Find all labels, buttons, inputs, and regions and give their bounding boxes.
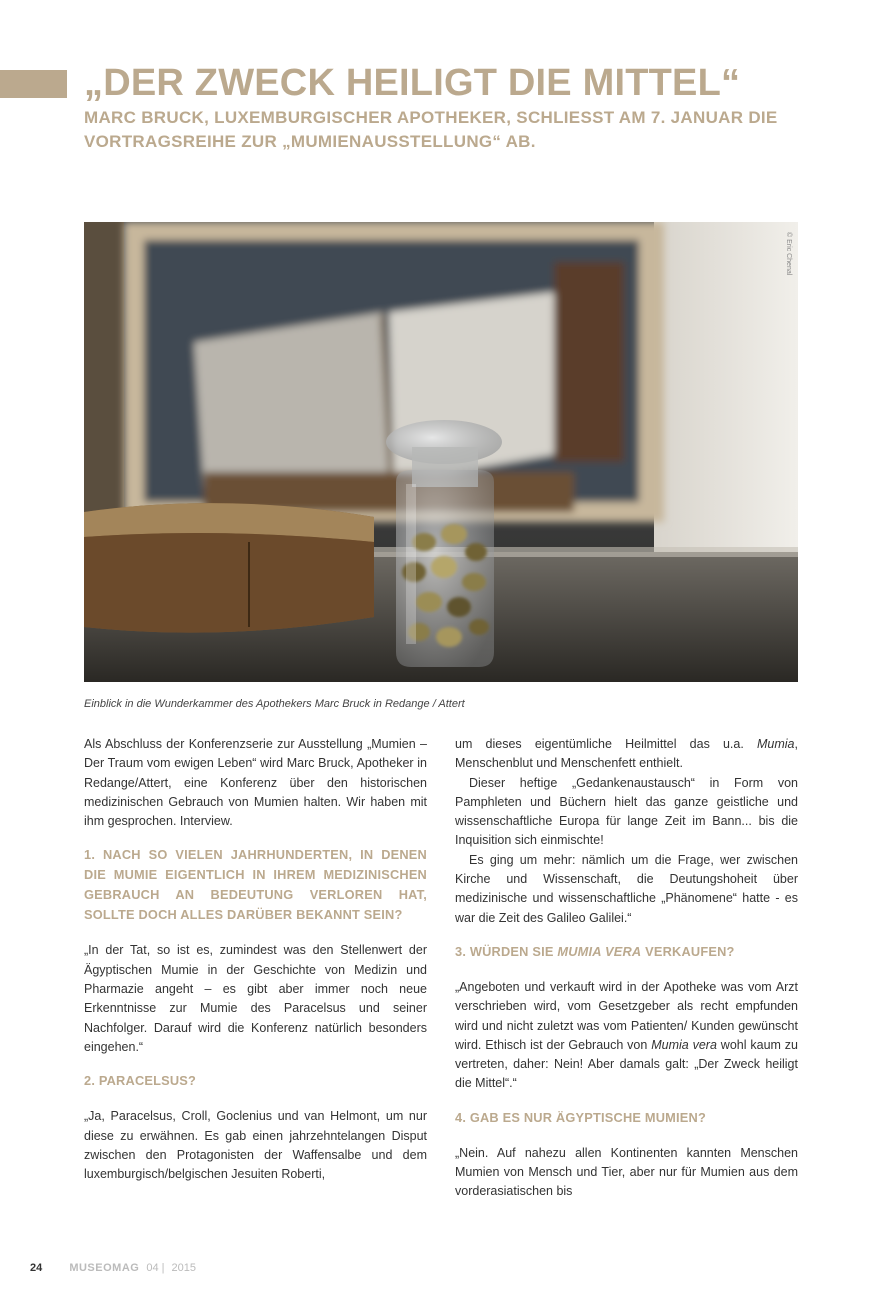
photo-illustration bbox=[84, 222, 798, 682]
answer-3 bbox=[455, 978, 798, 1094]
answer-2-paragraph-3: Es ging um mehr: nämlich um die Frage, wer zwischen Kirche und Wissenschaft, die Deutungshoheit über medizinische und wissenschaftliche „Phänomene“ hatte - es war die Zeit des Galileo Galilei.“ bbox=[455, 852, 798, 925]
magazine-name: MUSEOMAG bbox=[69, 1262, 140, 1274]
page-number: 24 bbox=[30, 1262, 43, 1274]
article-photo bbox=[84, 222, 798, 682]
question-3 bbox=[455, 942, 798, 962]
emphasis: MUMIA VERA bbox=[557, 943, 642, 959]
text-run: wohl kaum zu vertreten, daher: Nein! Aber damals galt: „Der Zweck heiligt die Mittel“.“ bbox=[455, 1037, 799, 1091]
glass-jar bbox=[386, 420, 502, 667]
photo-caption: Einblick in die Wunderkammer des Apothekers Marc Bruck in Redange / Attert bbox=[84, 698, 465, 710]
answer-2-paragraph-2: Dieser heftige „Gedankenaustausch“ in Form von Pamphleten und Büchern hielt das ganze geistliche und wissenschaftliche Europa für lange Zeit im Bann... bis die Inquisition sich einmischte! bbox=[455, 775, 798, 848]
answer-2: „Ja, Paracelsus, Croll, Goclenius und van Helmont, um nur diese zu erwähnen. Es gab einen jahrzehntelangen Disput zwischen den Protagonisten der Waffensalbe und dem luxemburgisch/belgischen Jesuiten Roberti, bbox=[84, 1109, 427, 1182]
question-2: 2. PARACELSUS? bbox=[84, 1073, 197, 1089]
issue-number: 04 bbox=[146, 1262, 159, 1274]
emphasis: Mumia vera bbox=[651, 1037, 717, 1052]
page-footer bbox=[30, 1262, 196, 1274]
text-run: VERKAUFEN? bbox=[641, 943, 735, 959]
answer-1: „In der Tat, so ist es, zumindest was den Stellenwert der Ägyptischen Mumie in der Geschichte von Medizin und Pharmazie angeht – es gibt aber immer noch neue Erkenntnisse zur Mumie des Paracelsus und seiner Nachfolger. Darauf wird die Konferenz natürlich besonders eingehen.“ bbox=[84, 943, 427, 1054]
photo-credit: © Eric Chenal bbox=[785, 232, 792, 276]
article-subtitle: MARC BRUCK, LUXEMBURGISCHER APOTHEKER, SCHLIESST AM 7. JANUAR DIE VORTRAGSREIHE ZUR „MUMIENAUSSTELLUNG“ AB. bbox=[84, 108, 778, 151]
text-run: um dieses eigentümliche Heilmittel das u.a. bbox=[455, 737, 757, 751]
answer-4: „Nein. Auf nahezu allen Kontinenten kannten Menschen Mumien von Mensch und Tier, aber nur für Mumien aus dem vorderasiatischen bis bbox=[455, 1145, 798, 1199]
wooden-box bbox=[84, 503, 374, 633]
accent-bar bbox=[0, 70, 67, 98]
issue-year: 2015 bbox=[171, 1262, 196, 1274]
left-column bbox=[84, 735, 427, 1184]
text-run: 3. WÜRDEN SIE bbox=[455, 943, 558, 959]
intro-paragraph: Als Abschluss der Konferenzserie zur Ausstellung „Mumien – Der Traum vom ewigen Leben“ wird Marc Bruck, Apotheker in Redange/Attert, eine Konferenz über den historischen medizinischen Gebrauch von Mumien halten. Wir haben mit ihm gesprochen. Interview. bbox=[84, 737, 427, 829]
article-title: „DER ZWECK HEILIGT DIE MITTEL“ bbox=[84, 62, 741, 104]
question-4: 4. GAB ES NUR ÄGYPTISCHE MUMIEN? bbox=[455, 1109, 706, 1125]
emphasis: Mumia bbox=[757, 737, 795, 751]
text-run: , Menschenblut und Menschenfett enthielt. bbox=[455, 737, 798, 771]
answer-2-continued bbox=[455, 735, 798, 774]
issue-separator: | bbox=[161, 1262, 165, 1274]
right-column bbox=[455, 735, 798, 1202]
text-run: „Angeboten und verkauft wird in der Apotheke was vom Arzt verschrieben wird, vom Gesetzgeber als recht empfunden wird und nicht zuletzt was vom Patienten/ Kunden gewünscht wird. Ethisch ist der Gebrauch von bbox=[455, 979, 798, 1052]
question-1: 1. NACH SO VIELEN JAHRHUNDERTEN, IN DENEN DIE MUMIE EIGENTLICH IN IHREM MEDIZINISCHEN GEBRAUCH AN BEDEUTUNG VERLOREN HAT, SOLLTE DOCH ALLES DARÜBER BEKANNT SEIN? bbox=[84, 847, 427, 923]
